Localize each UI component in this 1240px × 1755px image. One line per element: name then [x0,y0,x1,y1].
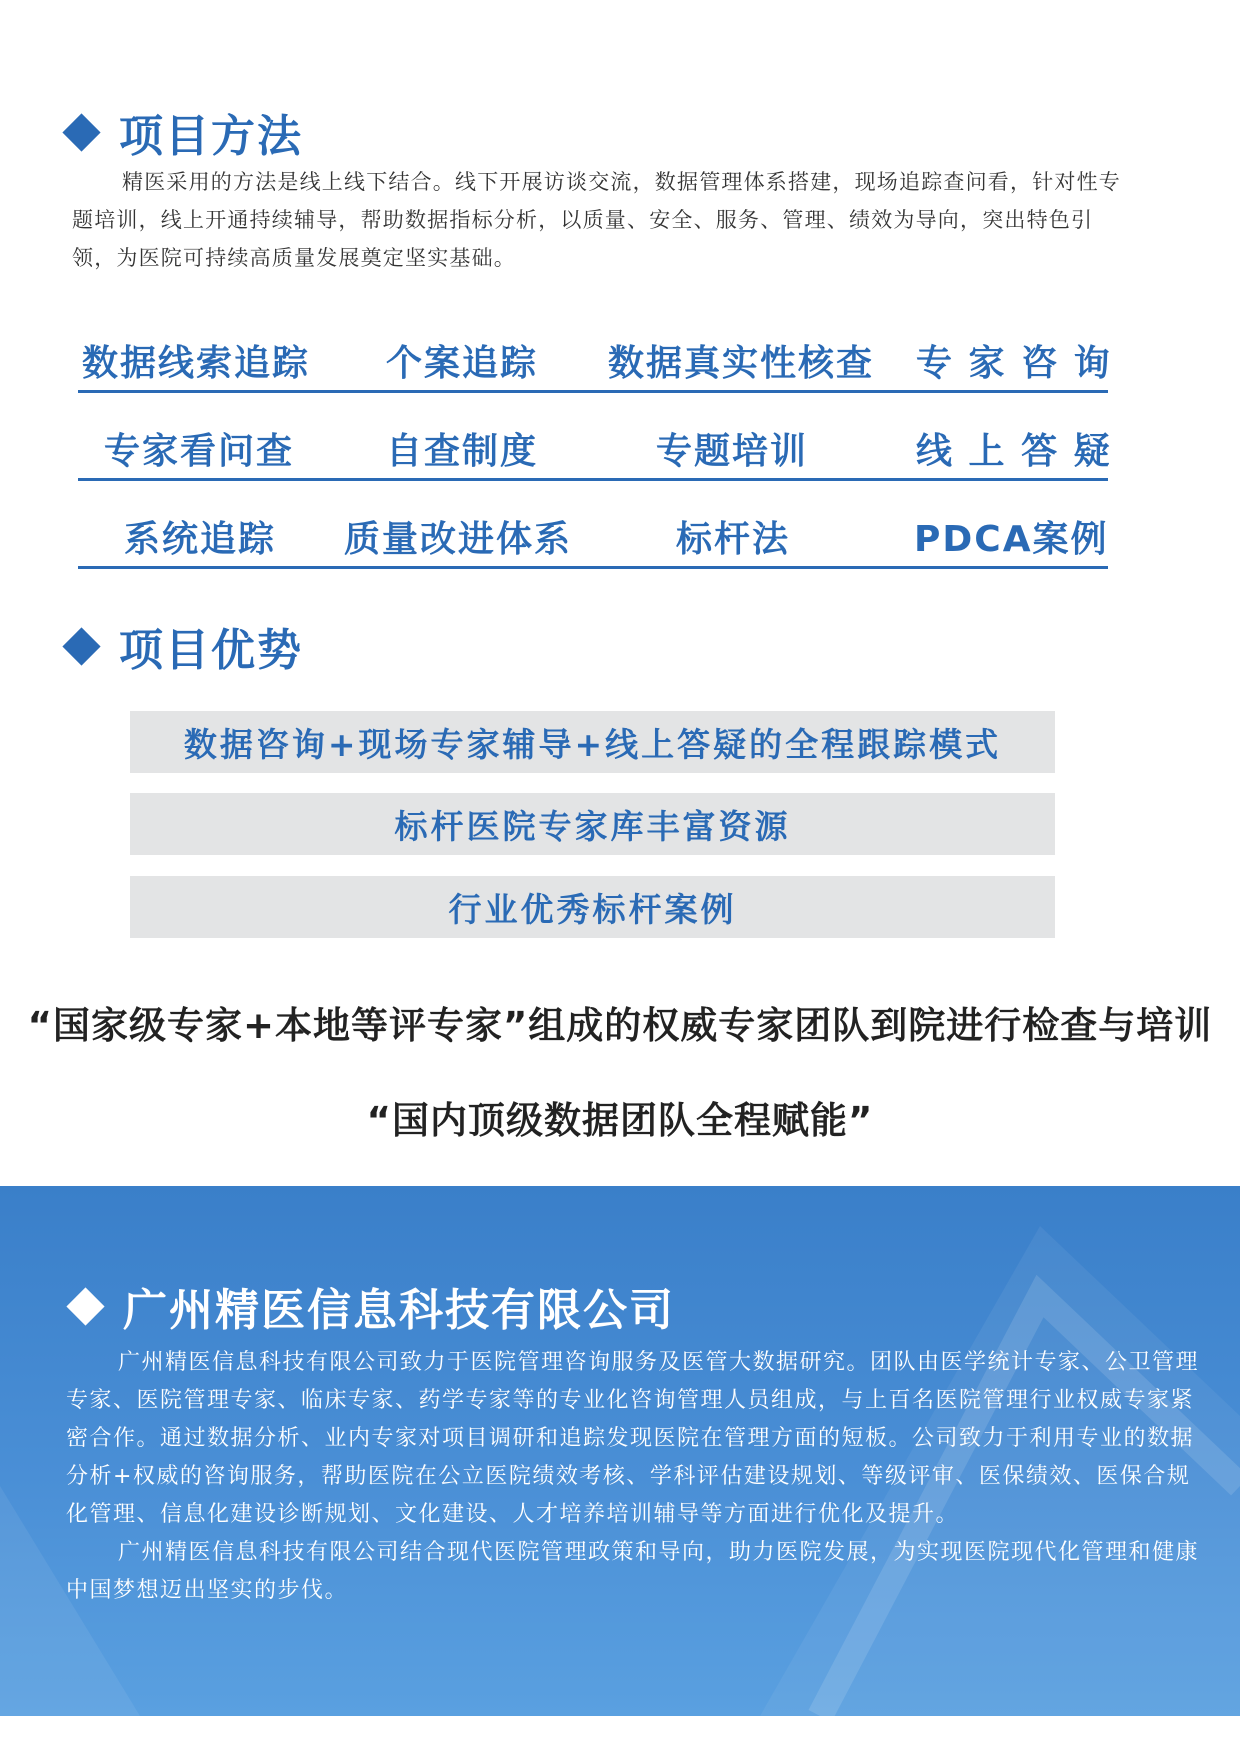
company-title: 广州精医信息科技有限公司 [123,1285,675,1336]
diamond-bullet-icon [66,1287,104,1325]
advantage-heading [62,614,303,678]
company-paragraph: 广州精医信息科技有限公司致力于医院管理咨询服务及医管大数据研究。团队由医学统计专家、公卫管理专家、医院管理专家、临床专家、药学专家等的专业化咨询管理人员组成，与上百名医院管理行业权威专家紧密合作。通过数据分析、业内专家对项目调研和追踪发现医院在管理方面的短板。公司致力于利用专业的数据分析+权威的咨询服务，帮助医院在公立医院绩效考核、学科评估建设规划、等级评审、医保绩效、医保合规化管理、信息化建设诊断规划、文化建设、人才培养培训辅导等方面进行优化及提升。 [66,1350,1200,1527]
method-item: 系统追踪 [124,519,277,560]
method-item: PDCA案例 [914,519,1109,560]
method-title: 项目方法 [119,111,303,162]
method-row-2 [78,418,1112,481]
method-intro: 精医采用的方法是线上线下结合。线下开展访谈交流，数据管理体系搭建，现场追踪查问看，针对性专题培训，线上开通持续辅导，帮助数据指标分析，以质量、安全、服务、管理、绩效为导向，突出特色引领，为医院可持续高质量发展奠定坚实基础。 [72,170,1121,270]
advantage-item: 行业优秀标杆案例 [130,876,1055,938]
method-item: 自查制度 [386,431,539,472]
method-item: 专家看问查 [104,431,295,472]
method-row-3 [78,506,1108,569]
method-item: 个案追踪 [386,343,539,384]
method-item: 质量改进体系 [344,519,573,560]
method-item: 专 家 咨 询 [916,343,1112,384]
advantage-item: 数据咨询+现场专家辅导+线上答疑的全程跟踪模式 [130,711,1055,773]
method-item: 数据真实性核查 [608,343,875,384]
company-description [66,1344,1202,1610]
diamond-bullet-icon [62,113,100,151]
method-item: 数据线索追踪 [82,343,311,384]
company-paragraph: 广州精医信息科技有限公司结合现代医院管理政策和导向，助力医院发展，为实现医院现代化管理和健康中国梦想迈出坚实的步伐。 [66,1540,1200,1603]
method-row-1 [78,330,1112,393]
expert-team-statement: “国家级专家+本地等评专家”组成的权威专家团队到院进行检查与培训 [27,1004,1213,1047]
method-item: 专题培训 [656,431,809,472]
method-item: 标杆法 [676,519,791,560]
diamond-bullet-icon [62,627,100,665]
method-item: 线 上 答 疑 [916,431,1112,472]
data-team-statement: “国内顶级数据团队全程赋能” [366,1099,874,1142]
advantage-title: 项目优势 [119,625,303,676]
company-heading [66,1274,675,1338]
method-heading [62,100,303,164]
company-section [0,1186,1240,1716]
advantage-item: 标杆医院专家库丰富资源 [130,793,1055,855]
